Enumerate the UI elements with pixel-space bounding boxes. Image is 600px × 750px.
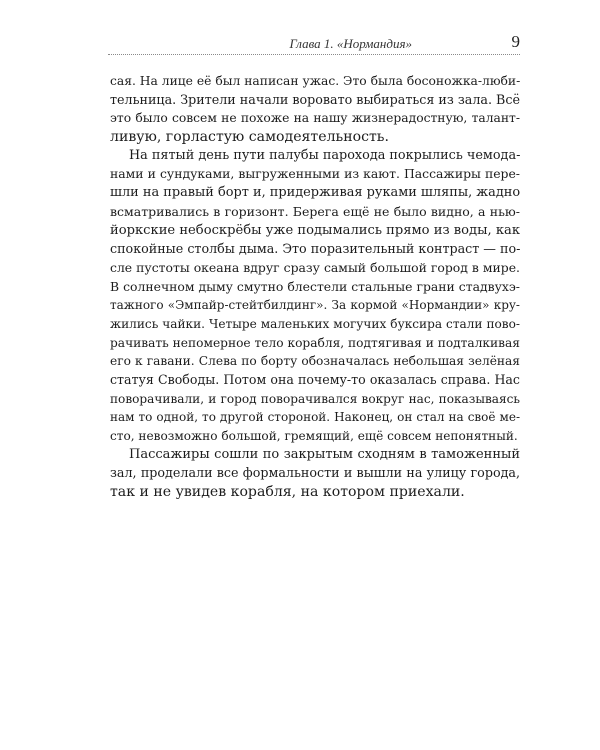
text-line: сто, невозможно большой, гремящий, ещё совсем непонятный.	[110, 429, 518, 444]
page-number: 9	[511, 32, 520, 51]
text-line: сле пустоты океана вдруг сразу самый большой город в мире.	[110, 259, 520, 275]
text-line: сая. На лице её был написан ужас. Это была босоножка-люби-	[110, 74, 521, 88]
text-line: его к гавани. Слева по борту обозначалась небольшая зелёная	[110, 354, 520, 369]
text-line: всматривались в горизонт. Берега ещё не было видно, а нью-	[110, 203, 520, 219]
text-line: рачивать непомерное тело корабля, подтягивая и подталкивая	[110, 335, 520, 350]
text-line: нам то одной, то другой стороной. Наконец, он стал на своё ме-	[110, 410, 520, 425]
text-line: йоркские небоскрёбы уже подымались прямо из воды, как	[110, 222, 520, 238]
text-line: зал, проделали все формальности и вышли на улицу города,	[110, 465, 520, 481]
text-line: шли на правый борт и, придерживая руками шляпы, жадно	[110, 185, 521, 201]
text-line: тажного «Эмпайр-стейтбилдинг». За кормой «Нормандии» кру-	[110, 298, 520, 313]
running-header	[110, 32, 520, 54]
text-line: ливую, горластую самодеятельность.	[110, 129, 389, 146]
text-line: Пассажиры сошли по закрытым сходням в таможенный	[129, 446, 520, 462]
text-line: нами и сундуками, выгруженными из кают. Пассажиры пере-	[110, 166, 520, 182]
running-title: Глава 1. «Нормандия»	[289, 36, 412, 51]
text-line: поворачивали, и город поворачивался вокруг нас, показываясь	[110, 391, 520, 406]
header-dotted-rule	[108, 54, 520, 55]
text-line: статуя Свободы. Потом она почему-то оказалась справа. Нас	[110, 372, 520, 387]
text-line: жились чайки. Четыре маленьких могучих буксира стали пово-	[110, 316, 520, 331]
body-text	[110, 72, 520, 502]
text-line: это было совсем не похоже на нашу жизнерадостную, талант-	[110, 111, 520, 126]
text-line: тельница. Зрители начали вороватo выбираться из зала. Всё	[110, 91, 520, 107]
text-line: спокойные столбы дыма. Это поразительный контраст — по-	[110, 241, 521, 257]
text-line: так и не увидев корабля, на котором приехали.	[110, 484, 465, 501]
text-line: В солнечном дыму смутно блестели стальные грани стадвухэ-	[110, 278, 520, 294]
text-line: На пятый день пути палубы парохода покрылись чемода-	[129, 147, 521, 163]
